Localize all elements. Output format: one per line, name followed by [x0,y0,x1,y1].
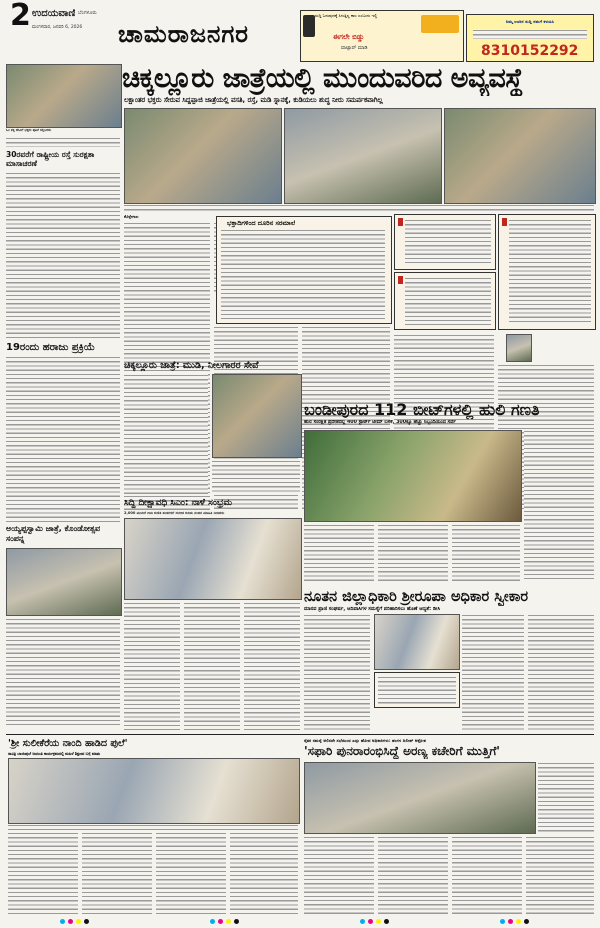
bottom-right-photo [304,762,536,834]
ad-phone: 8310152292 [481,43,579,59]
lead-byline: ಕೊಳ್ಳೇಗಾಲ [124,214,139,219]
lead-photo-2 [284,108,442,204]
bottom-left-body-b [82,832,152,914]
lead-photo-captions [124,204,594,212]
bottom-left-subhead: ಸಾವಿತ್ರಿ ಬಾಯಿಪುಲೆ ಜಯಂತಿ ಕಾರ್ಯಕ್ರಮದಲ್ಲಿ ಮಹಿಳೆ ಶಿಕ್ಷಣದ ಬಗ್ಗೆ ಮಾತು [8,751,101,756]
bottom-right-side [538,762,594,832]
dc-quote [374,672,460,708]
bottom-left-headline: 'ಶ್ರೀ ಸುಲೀಕೆರೆಯ ನಾಂದಿ ಹಾಡಿದ ಪುಲೆ' [8,738,128,749]
left-photo [6,64,122,128]
paper-name: ಉದಯವಾಣಿ [32,8,76,19]
small-portrait [506,334,532,362]
bottom-left-photo [8,758,300,824]
tiger-photo [304,430,522,522]
mid-body-2b [184,602,240,730]
lead-subhead: ಲಕ್ಷಾಂತರ ಭಕ್ತರು ಸೇರುವ ಸಿದ್ದಪ್ಪಾಜಿ ಜಾತ್ರೆಯಲ್ಲಿ ವಸತಿ, ರಸ್ತೆ, ಮಡಿ ಸ್ನಾನಕ್ಕೆ, ಕುಡಿಯಲು ಶುದ್ಧ ನೀರು ಸಮರ್ಪಕವಾಗಿಲ್ಲ [124,96,383,104]
ad-middle-line2: ವಾಟ್ಸಾಪ್ ಮಾಡಿ [341,45,368,51]
lead-photo-1 [124,108,282,204]
bottom-right-body-b [378,836,448,914]
dc-subhead: ಮಾನವ ಪ್ರಾಣಿ ಸಂಘರ್ಷ, ಆದಿವಾಸಿಗಳ ಸಮಸ್ಯೆಗೆ ಪರಿಹಾರಿಸಲು ಹೊಣೆ ಆದ್ಯತೆ: ಡೀಸಿ [304,606,441,612]
edition-label: ಬೆಂಗಳೂರು [78,10,97,16]
tiger-body-side [524,430,594,580]
left-body-3 [6,618,120,728]
mid-photo-2 [124,518,302,600]
masthead [0,0,600,62]
bottom-left-caption [8,824,298,830]
quote-box-2 [394,272,496,330]
bottom-left-body-c [156,832,226,914]
quote-icon [398,218,403,226]
ad-middle-badge [421,15,459,33]
bottom-right-body-c [452,836,522,914]
mid-photo-1 [212,374,302,458]
lead-box-title: ಭಕ್ತಾದಿಗಳಿಂದ ದೂರಿನ ಸರಮಾಲೆ [227,219,296,227]
bottom-left-body-a [8,832,78,914]
mid-body-1 [124,374,208,494]
tiger-body-b [378,524,448,584]
lead-headline: ಚಿಕ್ಕಲ್ಲೂರು ಜಾತ್ರೆಯಲ್ಲಿ ಮುಂದುವರಿದ ಅವ್ಯವಸ್ಥೆ [122,63,524,94]
dc-photo [374,614,460,670]
lead-box [216,216,392,324]
tiger-body-a [304,524,374,584]
quote-box-3 [498,214,596,330]
date-line: ಮಂಗಳವಾರ, ಜನವರಿ 6, 2026 [32,25,83,30]
dc-body-a [304,614,370,730]
bottom-divider [6,734,594,735]
mid-body-1b [212,460,300,494]
quote-icon [398,276,403,284]
mid-headline-2: ಸಿದ್ದಿ ದೀಕ್ಷಾವಧಿ ಸಿಎಂ: ನಾಳೆ ಸಂಭ್ರಮ [124,498,233,508]
bottom-right-body-a [304,836,374,914]
bottom-right-body-d [526,836,594,914]
dc-body-c [528,614,594,730]
phone-icon [303,15,315,37]
left-photo-2 [6,548,122,616]
left-headline-3: ಅಯ್ಯಪ್ಪಸ್ವಾಮಿ ಜಾತ್ರೆ, ಕೊಂಡೋತ್ಸವ ಸಂಪನ್ನ [6,524,101,543]
ad-right-text: ನಿಮ್ಮ ಊರಿನ ಸುದ್ದಿ ನಮಗೆ ಕಳುಹಿಸಿ [505,19,555,24]
ad-middle [300,10,464,62]
registration-marks [60,918,540,926]
left-body-2 [6,356,120,522]
bottom-right-headline: 'ಸಫಾರಿ ಪುನರಾರಂಭಿಸಿದ್ದೆ ಅರಣ್ಯ ಕಚೇರಿಗೆ ಮುತ್ತಿಗೆ' [304,744,500,758]
left-body-1 [6,172,120,338]
tiger-subhead: ಹುಲಿ ಸಂರಕ್ಷಿತ ಪ್ರದೇಶದಲ್ಲಿ 400 ಸ್ಟಾರ್ಟ್ ಟೀಮ್ ಬಳಕೆ, 300ಕ್ಕೂ ಹೆಚ್ಚು ಸಿಬ್ಬಂದಿಯಿಂದ ಸರ್ವೆ [304,420,456,425]
dc-body-b [462,614,524,730]
section-title: ಚಾಮರಾಜನಗರ [118,20,250,48]
quote-box-1 [394,214,496,270]
mid-body-2a [124,602,180,730]
mid-body-2c [244,602,300,730]
left-photo-caption: ಓಂ ಶಕ್ತಿ ದೇವಿಗೆ ಭಕ್ತರು ಪೂಜೆ ಸಲ್ಲಿಸಿದರು [6,128,52,132]
lead-photo-3 [444,108,596,204]
page-number: 2 [10,0,31,33]
tiger-body-c [452,524,520,584]
ad-right [466,14,594,62]
left-headline-1: 30ರವರೆಗೆ ರಾಷ್ಟ್ರೀಯ ರಸ್ತೆ ಸುರಕ್ಷತಾ ಮಾಸಾಚರಣೆ [6,150,95,168]
ad-middle-line1: ಈಗಲೇ ಬಿಡ್ಡು [333,33,365,41]
tiger-headline: ಬಂಡೀಪುರದ 112 ಬೀಟ್‌ಗಳಲ್ಲಿ ಹುಲಿ ಗಣತಿ [304,400,540,419]
bottom-left-body-d [230,832,298,914]
bottom-right-kicker: ರೈತರ ಸಮಸ್ಯೆ ಆಲಿಸದೇ ಸಭೆಯಿಂದ ಎದ್ದು ಹೋದ ಅಧಿಕಾರಿಗಳು: ಹಂಗಳ ದಿಲೀಪ್ ಆಕ್ರೋಶ [304,738,427,743]
ad-middle-top: ಸುದ್ದಿ ಓದುವುದಕ್ಕೆ ಸಿಗುತ್ತಿಲ್ಲ ಕಾಲ ಎಂಬುದು ಇಲ್ಲಿ [315,13,378,18]
mid-headline-1: ಚಿಕ್ಕಲ್ಲೂರು ಜಾತ್ರೆ: ಮುಡಿ, ನೀಲಗಾರರ ಸೇವೆ [124,360,259,371]
mid-subhead-2: 2,000 ಮಂದಿಗೆ ಗಾಡಿ ಕುಣಿತ ತಂಡಗಳಿಗೆ ಸಂಗೀತ ಕುರಿತು ನಂಬಿರ ಮಾಹಿತಿ ನೀಡಿದರು [124,511,225,515]
quote-icon [502,218,507,226]
left-headline-2: 19ರಂದು ಹರಾಜು ಪ್ರಕ್ರಿಯೆ [6,342,95,353]
dc-headline: ನೂತನ ಜಿಲ್ಲಾಧಿಕಾರಿ ಶ್ರೀರೂಪಾ ಅಧಿಕಾರ ಸ್ವೀಕಾರ [304,589,529,605]
